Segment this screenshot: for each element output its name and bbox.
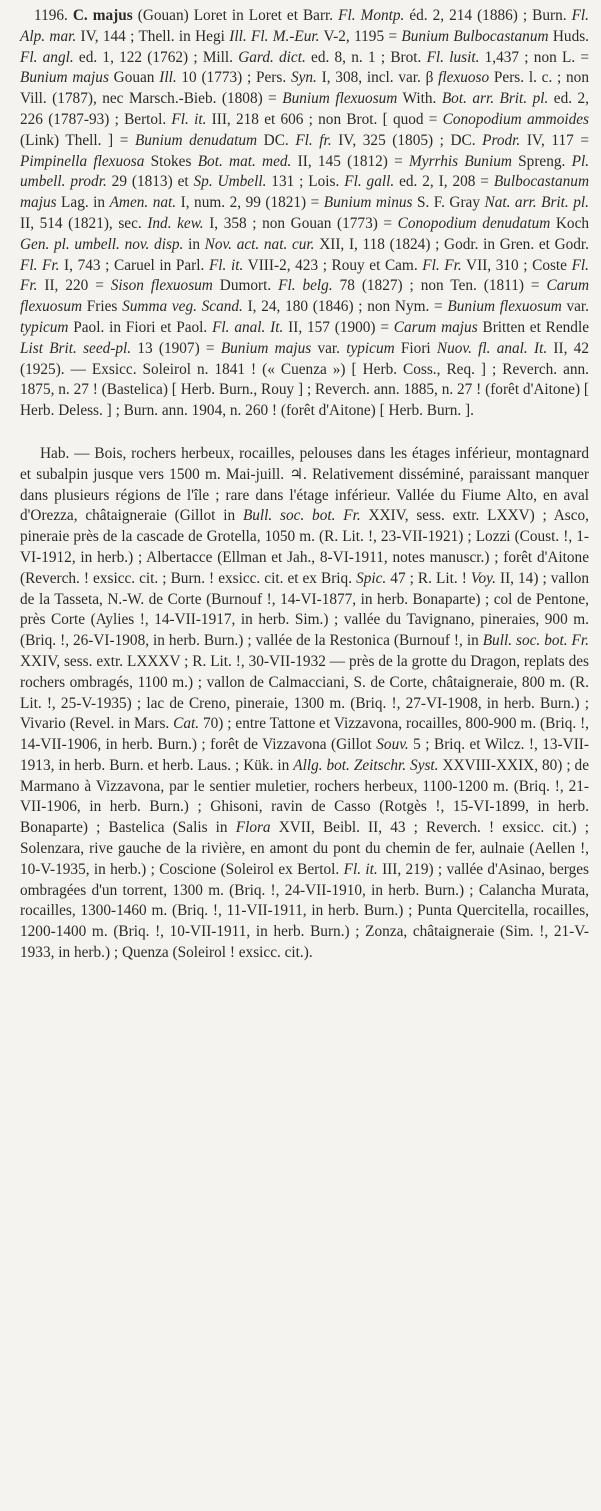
synonymy-text-segment: Huds. xyxy=(548,27,589,45)
habitat-italic-segment: Flora xyxy=(235,819,271,837)
synonymy-italic-segment: Carum flexuosum xyxy=(20,277,589,316)
synonymy-italic-segment: Fl. lusit. xyxy=(426,48,480,66)
synonymy-italic-segment: Fl. fr. xyxy=(295,131,332,149)
synonymy-text-segment: 29 (1813) et xyxy=(106,173,194,191)
entry-number: 1196. xyxy=(34,7,68,24)
synonymy-text-segment: XII, I, 118 (1824) ; Godr. in Gren. et Godr. xyxy=(314,235,590,253)
synonymy-italic-segment: Conopodium ammoides xyxy=(442,110,589,128)
synonymy-text-segment: Spreng. xyxy=(511,152,572,170)
synonymy-italic-segment: Conopodium denudatum xyxy=(397,214,551,232)
synonymy-text-segment: (Gouan) Loret in Loret et Barr. xyxy=(132,7,339,24)
habitat-italic-segment: Bull. soc. bot. Fr. xyxy=(242,507,361,525)
synonymy-italic-segment: Sison flexuosum xyxy=(110,277,213,295)
habitat-text-segment: III, 219) ; vallée d'Asinao, berges ombragées d'un torrent, 1300 m. (Briq. !, 24-VII-1910, in herb. Burn.) ; Calancha Murata, rocailles, 1300-1460 m. (Briq. !, 11-VII-1911, in herb. Burn.) ; Punta Quercitella, rocailles, 1200-1400 m. (Briq. !, 10-VII-1911, in herb. Burn.) ; Zonza, châtaigneraie (Sim. !, 21-V-1933, in herb.) ; Quenza (Soleirol ! exsicc. cit.). xyxy=(20,860,589,962)
synonymy-text-segment: 78 (1827) ; non Ten. (1811) = xyxy=(332,277,547,295)
habitat-text-segment: XXVIII-XXIX, 80) ; de Marmano à Vizzavona, par le sentier muletier, rochers herbeux, 1100-1200 m. (Briq. !, 21-VII-1906, in herb. Burn.) ; Ghisoni, ravin de Casso (Rotgès !, 15-VI-1899, in herb. Bonaparte) ; Bastelica (Salis in xyxy=(20,756,589,837)
synonymy-italic-segment: Fl. anal. It. xyxy=(212,318,284,336)
synonymy-italic-segment: Bunium denudatum xyxy=(134,131,258,149)
synonymy-text-segment: I, num. 2, 99 (1821) = xyxy=(176,194,324,212)
habitat-text-segment: 47 ; R. Lit. ! xyxy=(386,569,471,587)
synonymy-text-segment: I, 308, incl. var. β xyxy=(316,69,439,87)
synonymy-text-segment: in xyxy=(183,235,205,253)
synonymy-italic-segment: Bunium majus xyxy=(220,339,312,357)
synonymy-text-segment: ed. 2, I, 208 = xyxy=(394,173,494,191)
synonymy-italic-segment: Fl. Fr. xyxy=(422,256,462,274)
synonymy-text-segment: II, 157 (1900) = xyxy=(283,318,394,336)
synonymy-italic-segment: List Brit. seed-pl. xyxy=(20,339,132,357)
synonymy-italic-segment: typicum xyxy=(20,318,69,336)
synonymy-text-segment: var. xyxy=(311,339,347,357)
synonymy-text-segment: S. F. Gray xyxy=(412,194,485,212)
synonymy-italic-segment: Bunium flexuosum xyxy=(282,90,398,108)
synonymy-italic-segment: Fl. belg. xyxy=(278,277,333,295)
synonymy-italic-segment: Syn. xyxy=(290,69,317,87)
synonymy-text-segment: éd. 2, 214 (1886) ; Burn. xyxy=(404,7,572,24)
synonymy-text-segment: II, 42 (1925). — Exsicc. Soleirol n. 1841 ! (« Cuenza ») [ Herb. Coss., Req. ] ; Reverch. ann. 1875, n. 27 ! (Bastelica) [ Herb. Burn., Rouy ] ; Reverch. ann. 1885, n. 27 ! (forêt d'Aitone) [ Herb. Deless. ] ; Burn. ann. 1904, n. 260 ! (forêt d'Aitone) [ Herb. Burn. ]. xyxy=(20,339,589,420)
habitat-text-segment: 5 ; Briq. et Wilcz. !, 13-VII-1913, in herb. Burn. et herb. Laus. ; Kük. in xyxy=(20,736,589,774)
habitat-italic-segment: Bull. soc. bot. Fr. xyxy=(482,632,589,650)
synonymy-italic-segment: Sp. Umbell. xyxy=(193,173,267,191)
synonymy-text-segment: VIII-2, 423 ; Rouy et Cam. xyxy=(243,256,423,274)
synonymy-text-segment: ed. 1, 122 (1762) ; Mill. xyxy=(73,48,239,66)
synonymy-italic-segment: Bulbocastanum majus xyxy=(20,173,590,212)
synonymy-italic-segment: Summa veg. Scand. xyxy=(122,298,243,316)
synonymy-paragraph xyxy=(20,6,589,422)
synonymy-text-segment: V-2, 1195 = xyxy=(319,27,402,45)
synonymy-italic-segment: Gard. dict. xyxy=(238,48,306,66)
habitat-text-segment: II, 14) ; vallon de la Tasseta, N.-W. de Corte (Burnouf !, 14-VI-1877, in herb. Bonaparte) ; col de Pentone, près Corte (Aylies !, 14-VII-1917, in herb. Sim.) ; vallée du Tavignano, pineraies, 900 m. (Briq. !, 26-VI-1908, in herb. Burn.) ; vallée de la Restonica (Burnouf !, in xyxy=(20,569,589,650)
synonymy-italic-segment: flexuoso xyxy=(438,69,490,87)
synonymy-italic-segment: Pimpinella flexuosa xyxy=(20,152,145,170)
synonymy-text-segment: ed. 8, n. 1 ; Brot. xyxy=(305,48,427,66)
habitat-text-segment: XVII, Beibl. II, 43 ; Reverch. ! exsicc. cit.) ; Solenzara, rive gauche de la rivière, en amont du pont du chemin de fer, aulnaie (Aellen !, 10-V-1935, in herb.) ; Coscione (Soleirol ex Bertol. xyxy=(20,819,589,878)
synonymy-text-segment: IV, 325 (1805) ; DC. xyxy=(331,131,483,149)
synonymy-italic-segment: typicum xyxy=(346,339,395,357)
synonymy-text-segment: Koch xyxy=(550,214,590,232)
synonymy-text-segment: 131 ; Lois. xyxy=(266,173,345,191)
synonymy-text-segment: var. xyxy=(561,298,590,316)
synonymy-italic-segment: Bot. mat. med. xyxy=(197,152,292,170)
synonymy-text-segment: Gouan xyxy=(108,69,160,87)
synonymy-text-segment: I, 358 ; non Gouan (1773) = xyxy=(203,214,398,232)
synonymy-text-segment: DC. xyxy=(257,131,296,149)
synonymy-text-segment: IV, 144 ; Thell. in Hegi xyxy=(76,27,230,45)
habitat-italic-segment: Voy. xyxy=(470,569,496,587)
synonymy-text-segment: With. xyxy=(397,90,442,108)
synonymy-italic-segment: Ind. kew. xyxy=(147,214,204,232)
synonymy-italic-segment: Gen. pl. umbell. nov. disp. xyxy=(20,235,184,253)
synonymy-italic-segment: Ill. Fl. M.-Eur. xyxy=(229,27,320,45)
synonymy-text-segment: Fiori xyxy=(394,339,437,357)
synonymy-text-segment: II, 220 = xyxy=(37,277,111,295)
habitat-italic-segment: Allg. bot. Zeitschr. Syst. xyxy=(293,756,439,774)
synonymy-text-segment: ed. 2, 226 (1787-93) ; Bertol. xyxy=(20,90,589,128)
synonymy-italic-segment: Carum majus xyxy=(393,318,478,336)
synonymy-italic-segment: Pl. umbell. prodr. xyxy=(20,152,590,191)
synonymy-text-segment: II, 145 (1812) = xyxy=(291,152,410,170)
synonymy-text-segment: Lag. in xyxy=(56,194,110,212)
habitat-text-segment: 70) ; entre Tattone et Vizzavona, rocailles, 800-900 m. (Briq. !, 14-VII-1906, in herb. Burn.) ; forêt de Vizzavona (Gillot xyxy=(20,715,589,754)
synonymy-italic-segment: Fl. it. xyxy=(171,110,207,128)
synonymy-italic-segment: Fl. Fr. xyxy=(20,256,60,274)
synonymy-italic-segment: Bunium Bulbocastanum xyxy=(401,27,549,45)
habitat-italic-segment: Cat. xyxy=(173,715,200,733)
synonymy-text-segment: Britten et Rendle xyxy=(477,318,589,336)
synonymy-italic-segment: Amen. nat. xyxy=(109,194,177,212)
synonymy-text-segment: Stokes xyxy=(144,152,198,170)
synonymy-italic-segment: Nuov. fl. anal. It. xyxy=(436,339,548,357)
synonymy-text-segment: Paol. in Fiori et Paol. xyxy=(68,318,213,336)
habitat-italic-segment: Spic. xyxy=(356,569,387,587)
synonymy-text-segment: (Link) Thell. ] = xyxy=(20,131,135,149)
genus-abbrev: C. xyxy=(72,7,88,24)
synonymy-italic-segment: Nat. arr. Brit. pl. xyxy=(484,194,589,212)
synonymy-italic-segment: Bunium minus xyxy=(323,194,413,212)
synonymy-text-segment: Dumort. xyxy=(212,277,279,295)
synonymy-italic-segment: Fl. angl. xyxy=(20,48,74,66)
synonymy-italic-segment: Fl. it. xyxy=(208,256,244,274)
synonymy-italic-segment: Fl. gall. xyxy=(344,173,395,191)
synonymy-text-segment: I, 743 ; Caruel in Parl. xyxy=(59,256,209,274)
habitat-italic-segment: Fl. it. xyxy=(343,860,378,878)
synonymy-text-segment: VII, 310 ; Coste xyxy=(461,256,572,274)
habitat-italic-segment: Souv. xyxy=(376,736,409,754)
synonymy-italic-segment: Bunium majus xyxy=(20,69,109,87)
synonymy-italic-segment: Prodr. xyxy=(482,131,521,149)
habitat-paragraph xyxy=(20,444,589,964)
synonymy-italic-segment: Ill. xyxy=(159,69,177,87)
synonymy-text-segment: III, 218 et 606 ; non Brot. [ quod = xyxy=(206,110,443,128)
habitat-text-segment: XXIV, sess. extr. LXXXV ; R. Lit. !, 30-VII-1932 — près de la grotte du Dragon, replats des rochers ombragés, 1100 m.) ; vallon de Calmacciani, S. de Corte, châtaigneraie, 800 m. (R. Lit. !, 25-V-1935) ; lac de Creno, pineraie, 1300 m. (Briq. !, 27-VI-1908, in herb. Burn.) ; Vivario (Revel. in Mars. xyxy=(20,652,589,733)
synonymy-text-segment: Fries xyxy=(82,298,123,316)
habitat-text-segment: Hab. — Bois, rochers herbeux, rocailles, pelouses dans les étages inférieur, montagnard et subalpin jusque vers 1500 m. Mai-juill. ♃. Relativement disséminé, paraissant manquer dans plusieurs régions de l'île ; rare dans l'étage inférieur. Vallée du Fiume Alto, en aval d'Orezza, châtaigneraie (Gillot in xyxy=(20,444,589,525)
synonymy-italic-segment: Bot. arr. Brit. pl. xyxy=(441,90,549,108)
synonymy-italic-segment: Myrrhis Bunium xyxy=(409,152,512,170)
synonymy-italic-segment: Nov. act. nat. cur. xyxy=(204,235,315,253)
synonymy-italic-segment: Fl. Fr. xyxy=(20,256,589,295)
species-epithet: majus xyxy=(92,7,133,24)
synonymy-text-segment: IV, 117 = xyxy=(520,131,589,149)
synonymy-text-segment: I, 24, 180 (1846) ; non Nym. = xyxy=(242,298,448,316)
synonymy-text-segment: Pers. l. c. ; non Vill. (1787), nec Marsch.-Bieb. (1808) = xyxy=(20,69,589,108)
synonymy-italic-segment: Fl. Alp. mar. xyxy=(20,7,589,45)
synonymy-italic-segment: Bunium flexuosum xyxy=(447,298,562,316)
synonymy-italic-segment: Fl. Montp. xyxy=(338,7,405,24)
synonymy-text-segment: 10 (1773) ; Pers. xyxy=(176,69,291,87)
synonymy-text-segment: II, 514 (1821), sec. xyxy=(20,214,148,232)
synonymy-text-segment: 1,437 ; non L. = xyxy=(479,48,590,66)
synonymy-text-segment: 13 (1907) = xyxy=(131,339,221,357)
habitat-text-segment: XXIV, sess. extr. LXXV) ; Asco, pineraie près de la cascade de Grotella, 1050 m. (R. Lit. !, 23-VII-1921) ; Lozzi (Coust. !, 1-VI-1912, in herb.) ; Albertacce (Ellman et Jah., 8-VI-1911, notes manuscr.) ; forêt d'Aitone (Reverch. ! exsicc. cit. ; Burn. ! exsicc. cit. et ex Briq. xyxy=(20,507,589,587)
